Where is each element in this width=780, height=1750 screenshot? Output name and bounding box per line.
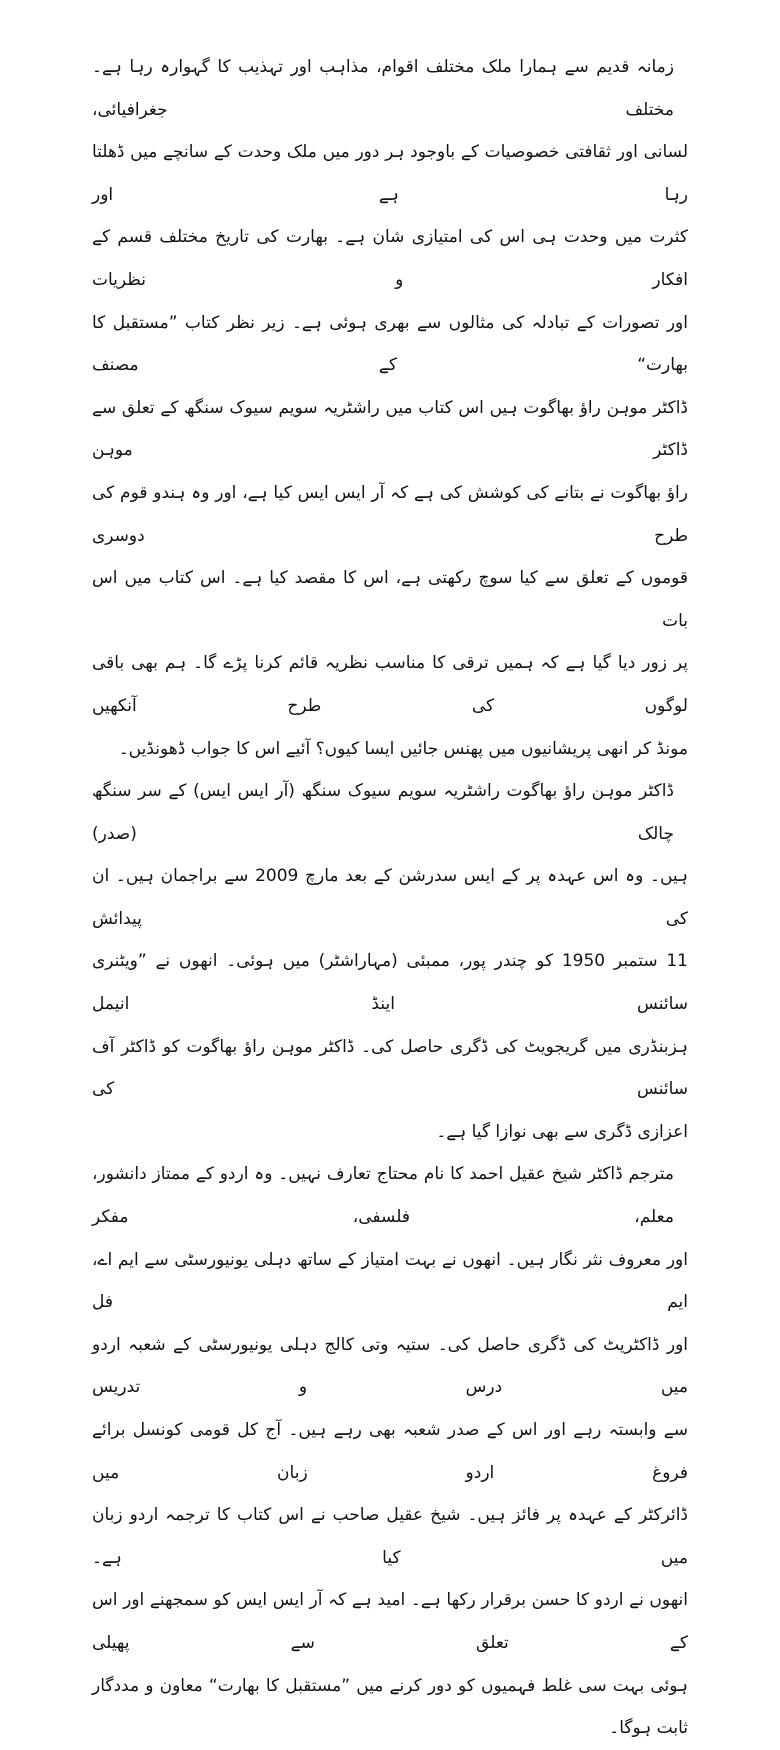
text-line: ہوئی بہت سی غلط فہمیوں کو دور کرنے میں ”مستقبل کا بھارت“ معاون و مددگار ثابت ہوگا۔ [92, 1675, 688, 1739]
text-line: قوموں کے تعلق سے کیا سوچ رکھتی ہے، اس کا مقصد کیا ہے۔ اس کتاب میں اس بات [92, 568, 688, 631]
text-line: زمانہ قدیم سے ہمارا ملک مختلف اقوام، مذاہب اور تہذیب کا گہوارہ رہا ہے۔ مختلف جغرافیائی، [92, 57, 674, 120]
text-line: مترجم ڈاکٹر شیخ عقیل احمد کا نام محتاج تعارف نہیں۔ وہ اردو کے ممتاز دانشور، معلم، فلسفی، مفکر [92, 1164, 674, 1228]
text-line: راؤ بھاگوت نے بتانے کی کوشش کی ہے کہ آر ایس ایس کیا ہے، اور وہ ہندو قوم کی طرح دوسری [92, 482, 688, 546]
text-line: سے وابستہ رہے اور اس کے صدر شعبہ بھی رہے ہیں۔ آج کل قومی کونسل برائے فروغ اردو زبان میں [92, 1420, 688, 1483]
text-line: مونڈ کر انھی پریشانیوں میں پھنس جائیں ایسا کیوں؟ آئیے اس کا جواب ڈھونڈیں۔ [118, 738, 688, 759]
text-line: اور تصورات کے تبادلہ کی مثالوں سے بھری ہوئی ہے۔ زیر نظر کتاب ”مستقبل کا بھارت“ کے مصنف [92, 312, 688, 376]
text-line: لسانی اور ثقافتی خصوصیات کے باوجود ہر دور میں ملک وحدت کے سانچے میں ڈھلتا رہا ہے اور [92, 142, 688, 205]
text-line: 11 ستمبر 1950 کو چندر پور، ممبئی (مہاراشٹر) میں ہوئی۔ انھوں نے ”ویٹنری سائنس اینڈ انیمل [92, 951, 688, 1015]
text-line: اعزازی ڈگری سے بھی نوازا گیا ہے۔ [436, 1121, 688, 1142]
text-line: ہیں۔ وہ اس عہدہ پر کے ایس سدرشن کے بعد مارچ 2009 سے براجمان ہیں۔ ان کی پیدائش [92, 866, 688, 929]
text-line: انھوں نے اردو کا حسن برقرار رکھا ہے۔ امید ہے کہ آر ایس ایس کو سمجھنے اور اس کے تعلق سے پھیلی [92, 1590, 688, 1653]
text-line: ڈاکٹر موہن راؤ بھاگوت راشٹریہ سویم سیوک سنگھ (آر ایس ایس) کے سر سنگھ چالک (صدر) [92, 781, 674, 844]
text-line: اور معروف نثر نگار ہیں۔ انھوں نے بہت امتیاز کے ساتھ دہلی یونیورسٹی سے ایم اے، ایم فل [92, 1249, 688, 1313]
text-line: ہزبنڈری میں گریجویٹ کی ڈگری حاصل کی۔ ڈاکٹر موہن راؤ بھاگوت کو ڈاکٹر آف سائنس کی [92, 1036, 688, 1100]
document-page [92, 46, 688, 1750]
text-line: ڈاکٹر موہن راؤ بھاگوت ہیں اس کتاب میں راشٹریہ سویم سیوک سنگھ کے تعلق سے ڈاکٹر موہن [92, 397, 688, 461]
text-line: ڈائرکٹر کے عہدہ پر فائز ہیں۔ شیخ عقیل صاحب نے اس کتاب کا ترجمہ اردو زبان میں کیا ہے۔ [92, 1505, 688, 1568]
text-line: اور ڈاکٹریٹ کی ڈگری حاصل کی۔ ستیہ وتی کالج دہلی یونیورسٹی کے شعبہ اردو میں درس و تدریس [92, 1334, 688, 1398]
text-line: پر زور دیا گیا ہے کہ ہمیں ترقی کا مناسب نظریہ قائم کرنا پڑے گا۔ ہم بھی باقی لوگوں کی طرح آنکھیں [92, 653, 688, 716]
text-line: کثرت میں وحدت ہی اس کی امتیازی شان ہے۔ بھارت کی تاریخ مختلف قسم کے افکار و نظریات [92, 227, 688, 290]
